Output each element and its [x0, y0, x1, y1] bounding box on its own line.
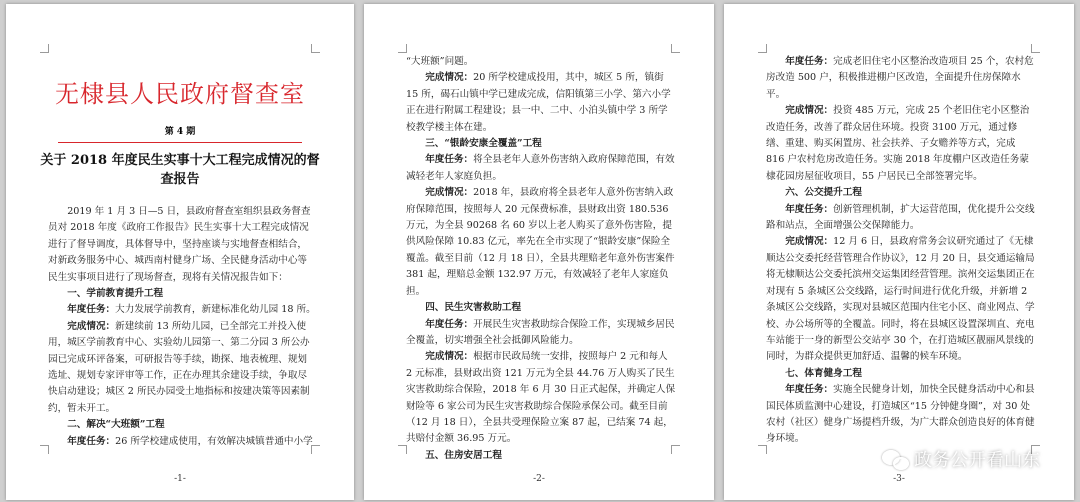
item-text: 创新管理机制，扩大运营范围，优化提升公交线路和站点，全面增强公交保障能力。 [766, 203, 1035, 232]
item-text: 根据市民政局统一安排，按照每户 2 元和每人 2 元标准，县财政出资 121 万元为全县 44.76 万人购买了民生灾害救助综合保险，2018 年 6 月 30 日正式起保，并确定人保财险等 6 家公司为民生灾害救助综合保险承保公司。截至目前（12 月 18 日），全县共受理保险立案 87 起，已结案 74 起，共赔付金额 36.95 万元。 [406, 351, 676, 445]
item-label: 完成情况： [785, 105, 834, 117]
item-label: 年度任务： [785, 203, 834, 215]
page-number: -3- [893, 474, 905, 484]
page-3-body [766, 54, 1036, 448]
task-paragraph [48, 434, 316, 450]
item-label: 年度任务： [67, 435, 116, 447]
document-title: 关于 2018 年度民生实事十大工程完成情况的督查报告 [40, 153, 320, 187]
crop-mark [311, 44, 320, 53]
section-heading: 三、“银龄安康全覆盖”工程 [425, 138, 542, 150]
task-paragraph [406, 317, 676, 350]
item-label: 完成情况： [425, 187, 474, 199]
task-paragraph [406, 152, 676, 185]
crop-mark [40, 44, 49, 53]
item-text: 新建续前 13 所幼儿园，已全部完工并投入使用，城区学前教育中心、实验幼儿园第一、第二分园 3 所公办园已完成环评备案，可研报告等手续，勘探、地表梳理、规划选址、规划专家评审等工作，正在办理其余建设手续，争取尽快启动建设；城区 2 所民办园受土地指标和按建决策等因素制约，暂未开工。 [48, 320, 310, 414]
page-2-body [406, 54, 676, 464]
document-page-3 [724, 4, 1074, 500]
task-paragraph [406, 70, 676, 136]
body-paragraph: 2019 年 1 月 3 日—5 日，县政府督查室组织县政务督查员对 2018 年度《政府工作报告》民生实事十大工程完成情况进行了督导调度，具体督导中，坚持座谈与实地督查相结合，对新政务服务中心、城西南村健身广场、全民健身活动中心等民生实事项目进行了现场督查，现将有关情况报告如下： [48, 206, 311, 283]
red-header-title: 无棣县人民政府督查室 [55, 80, 305, 108]
item-label: 年度任务： [785, 384, 834, 396]
section-heading: 一、学前教育提升工程 [67, 288, 164, 300]
crop-mark [398, 44, 407, 53]
item-label: 完成情况： [785, 236, 834, 248]
item-text: 投资 485 万元，完成 25 个老旧住宅小区整治改造任务，改善了群众居住环境。投资 3100 万元，通过修缮、重建、购买闲置房、社会扶养、子女赡养等方式，完成 816 户农村危房改造任务。实施 2018 年度棚户区改造任务蒙棣花园房屋征收项目，55 户居民已全部签署完毕。 [766, 105, 1030, 182]
item-label: 年度任务： [425, 154, 474, 166]
item-label: 年度任务： [67, 304, 116, 316]
task-paragraph [766, 202, 1036, 235]
body-paragraph: “大班额”问题。 [406, 56, 474, 67]
item-text: 实施全民健身计划，加快全民健身活动中心和县国民体质监测中心建设，打造城区“15 分钟健身圈”，对 30 处农村（社区）健身广场提档升级，为广大群众创造良好的体育健身环境。 [766, 384, 1035, 445]
page-number: -1- [174, 474, 186, 484]
section-heading: 五、住房安居工程 [425, 449, 502, 461]
watermark-text: 政务公开看山东 [914, 450, 1040, 471]
item-text: 2018 年，县政府将全县老年人意外伤害纳入政府保障范围，按照每人 20 元保费标准，县财政出资 180.536 万元，为全县 90268 名 60 岁以上老人购买了意外伤害险，提供风险保障 10.83 亿元，率先在全市实现了“银龄安康”保险全覆盖。截至目前（12 月 18 日），全县共理赔老年意外伤害案件 381 起，理赔总金额 132.97 万元，有效减轻了老年人家庭负担。 [406, 187, 675, 297]
item-text: 开展民生灾害救助综合保险工作，实现城乡居民全覆盖，切实增强全社会抵御风险能力。 [406, 318, 675, 346]
item-label: 年度任务： [785, 56, 834, 67]
watermark [882, 446, 1040, 472]
issue-number: 第 4 期 [164, 127, 196, 137]
task-paragraph [766, 234, 1036, 365]
item-label: 完成情况： [425, 351, 474, 363]
task-paragraph [48, 302, 316, 318]
crop-mark [758, 44, 767, 53]
document-page-1 [6, 4, 354, 500]
task-paragraph [406, 185, 676, 300]
task-paragraph [406, 349, 676, 447]
section-heading: 二、解决“大班额”工程 [67, 419, 165, 431]
document-page-2 [364, 4, 714, 500]
item-label: 完成情况： [425, 72, 474, 84]
task-paragraph [766, 382, 1036, 448]
crop-mark [671, 44, 680, 53]
task-paragraph [766, 103, 1036, 185]
wechat-icon [882, 450, 908, 468]
item-text: 大力发展学前教育，新建标准化幼儿园 18 所。 [115, 304, 316, 316]
section-heading: 六、公交提升工程 [785, 187, 862, 199]
item-text: 26 所学校建成使用，有效解决城镇普通中小学 [115, 435, 313, 447]
task-paragraph [766, 54, 1036, 103]
item-label: 年度任务： [425, 318, 474, 330]
section-heading: 七、体育健身工程 [785, 367, 862, 379]
item-text: 20 所学校建成投用，其中，城区 5 所，镇街 15 所，碣石山镇中学已建成完成，信阳镇第三小学、第六小学正在进行附属工程建设；县一中、二中、小泊头镇中学 3 所学校教学楼主体在建。 [406, 72, 671, 133]
item-label: 完成情况： [67, 320, 116, 332]
item-text: 将全县老年人意外伤害纳入政府保障范围，有效减轻老年人家庭负担。 [406, 154, 675, 182]
page-number: -2- [533, 474, 545, 484]
item-text: 完成老旧住宅小区整治改造项目 25 个，农村危房改造 500 户，积极推进棚户区改造，全面提升住房保障水平。 [766, 56, 1034, 100]
crop-mark [1031, 44, 1040, 53]
page-1-body [48, 204, 316, 450]
task-paragraph [48, 319, 316, 417]
item-text: 12 月 6 日，县政府常务会议研究通过了《无棣顺达公交委托经营管理合作协议》，12 月 20 日，县交通运输局将无棣顺达公交委托滨州交运集团经营管理。滨州交运集团正在对现有 5 条城区公交线路，运行时间进行优化升级，并新增 2 条城区公交线路，实现对县城区范围内住宅小区、商业网点、学校、办公场所等的全覆盖。同时，将在县城区设置深圳直、充电车站能于一身的新型公交站亭 30 个，在打造城区靓丽风景线的同时，为群众提供更加舒适、温馨的候车环境。 [766, 236, 1035, 363]
red-divider [58, 142, 302, 143]
section-heading: 四、民生灾害救助工程 [425, 302, 522, 314]
